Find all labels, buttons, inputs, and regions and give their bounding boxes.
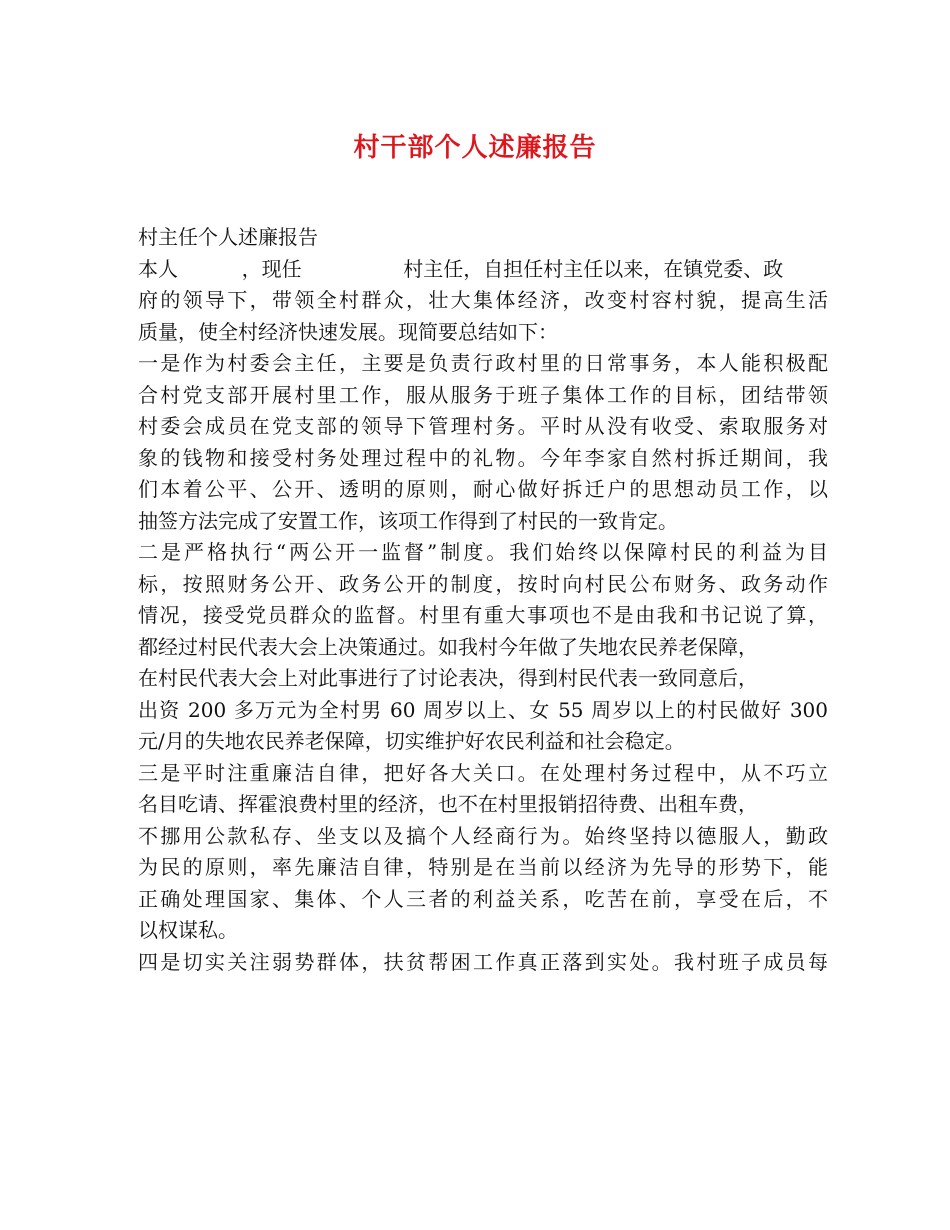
text-line: 四是切实关注弱势群体，扶贫帮困工作真正落到实处。我村班子成员每 (138, 949, 828, 974)
text-line: 府的领导下，带领全村群众，壮大集体经济，改变村容村貌，提高生活 (138, 288, 828, 312)
text-line: 质量，使全村经济快速发展。现简要总结如下： (138, 319, 558, 344)
text-line: 一是作为村委会主任，主要是负责行政村里的日常事务，本人能积极配 (138, 351, 828, 375)
text-line: 在村民代表大会上对此事进行了讨论表决，得到村民代表一致同意后， (138, 666, 758, 690)
text-line: 出资 200 多万元为全村男 60 周岁以上、女 55 周岁以上的村民做好 300 (138, 697, 828, 722)
document-body (138, 222, 828, 978)
text-line: 情况，接受党员群众的监督。村里有重大事项也不是由我和书记说了算， (138, 603, 828, 627)
text-line: 们本着公平、公开、透明的原则，耐心做好拆迁户的思想动员工作，以 (138, 477, 828, 501)
text-line: 象的钱物和接受村务处理过程中的礼物。今年李家自然村拆迁期间，我 (138, 445, 828, 470)
text-line: 不挪用公款私存、坐支以及搞个人经商行为。始终坚持以德服人，勤政 (138, 823, 828, 848)
text-line: 都经过村民代表大会上决策通过。如我村今年做了失地农民养老保障， (138, 634, 758, 659)
text-line: 正确处理国家、集体、个人三者的利益关系，吃苦在前，享受在后，不 (138, 886, 828, 911)
text-line: 以权谋私。 (138, 918, 238, 942)
text-line: 名目吃请、挥霍浪费村里的经济，也不在村里报销招待费、出租车费， (138, 792, 758, 816)
text-line: 三是平时注重廉洁自律，把好各大关口。在处理村务过程中，从不巧立 (138, 760, 828, 785)
text-line: 本人 ，现任 村主任，自担任村主任以来，在镇党委、政 (138, 256, 784, 281)
text-line: 为民的原则，率先廉洁自律，特别是在当前以经济为先导的形势下，能 (138, 855, 828, 879)
text-line: 元/月的失地农民养老保障，切实维护好农民利益和社会稳定。 (138, 729, 685, 753)
text-line: 标，按照财务公开、政务公开的制度，按时向村民公布财务、政务动作 (138, 571, 828, 596)
text-line: 合村党支部开展村里工作，服从服务于班子集体工作的目标，团结带领 (138, 382, 828, 407)
text-line: 抽签方法完成了安置工作，该项工作得到了村民的一致肯定。 (138, 508, 678, 533)
text-line: 二是严格执行“两公开一监督”制度。我们始终以保障村民的利益为目 (138, 540, 828, 564)
text-line: 村委会成员在党支部的领导下管理村务。平时从没有收受、索取服务对 (138, 414, 828, 438)
text-line: 村主任个人述廉报告 (138, 225, 318, 249)
document-title: 村干部个人述廉报告 (353, 133, 597, 163)
